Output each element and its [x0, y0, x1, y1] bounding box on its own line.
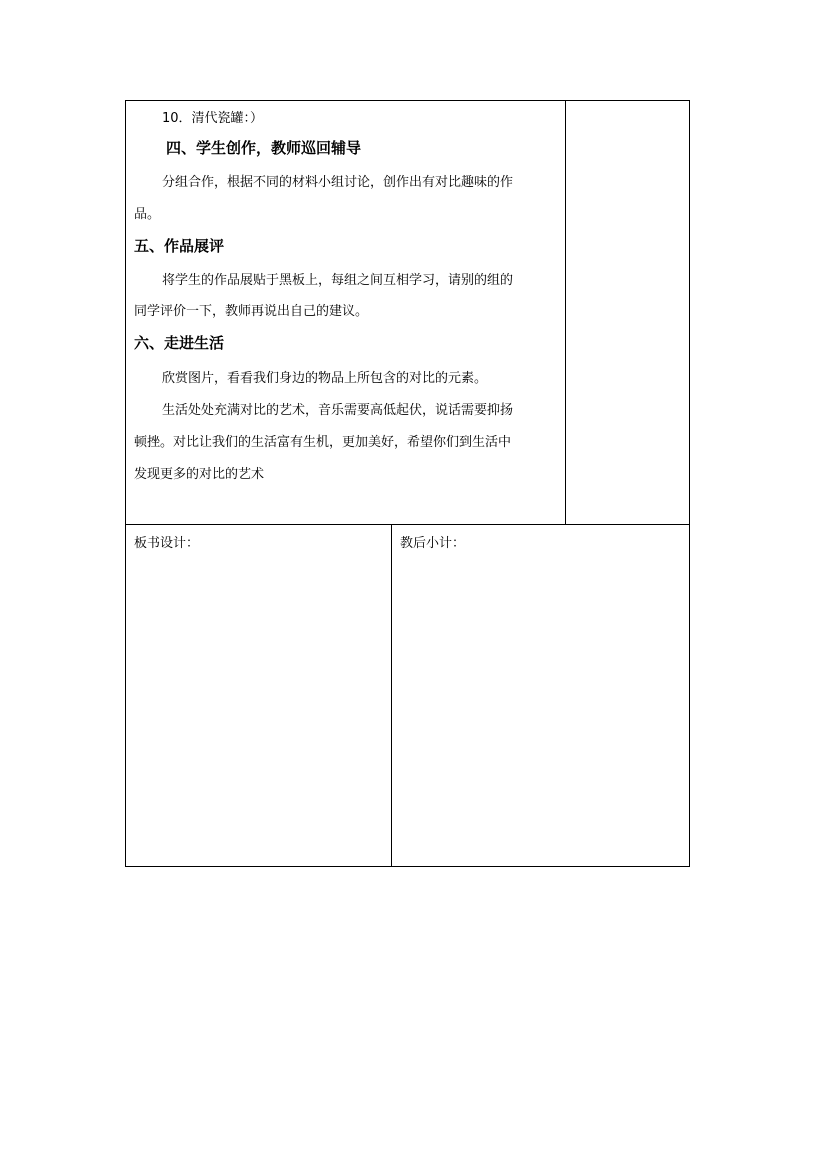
post-class-notes-cell: [392, 525, 689, 866]
section-6-paragraph-2-line-2: 顿挫。对比让我们的生活富有生机，更加美好，希望你们到生活中: [134, 435, 512, 450]
board-design-label: 板书设计：: [134, 536, 200, 551]
lesson-content-row: [126, 101, 689, 525]
section-6-paragraph-2-line-3: 发现更多的对比的艺术: [134, 467, 265, 482]
section-5-paragraph-line-2: 同学评价一下，教师再说出自己的建议。: [134, 304, 369, 319]
section-5-heading: 五、作品展评: [134, 237, 225, 255]
section-4-paragraph-line-2: 品。: [134, 207, 161, 222]
lesson-plan-table: [125, 100, 690, 867]
section-6-heading: 六、走进生活: [134, 334, 225, 352]
lesson-content-cell: [126, 101, 566, 524]
item-10-text: 10．清代瓷罐：）: [162, 111, 264, 126]
section-4-heading: 四、学生创作，教师巡回辅导: [166, 139, 362, 157]
section-6-paragraph-1: 欣赏图片，看看我们身边的物品上所包含的对比的元素。: [162, 371, 488, 386]
side-notes-cell: [566, 101, 689, 524]
section-4-paragraph-line-1: 分组合作，根据不同的材料小组讨论，创作出有对比趣味的作: [162, 175, 514, 190]
board-design-cell: [126, 525, 392, 866]
section-6-paragraph-2-line-1: 生活处处充满对比的艺术，音乐需要高低起伏，说话需要抑扬: [162, 403, 514, 418]
footer-row: [126, 525, 689, 866]
section-5-paragraph-line-1: 将学生的作品展贴于黑板上，每组之间互相学习，请别的组的: [162, 273, 514, 288]
post-class-notes-label: 教后小计：: [400, 536, 466, 551]
